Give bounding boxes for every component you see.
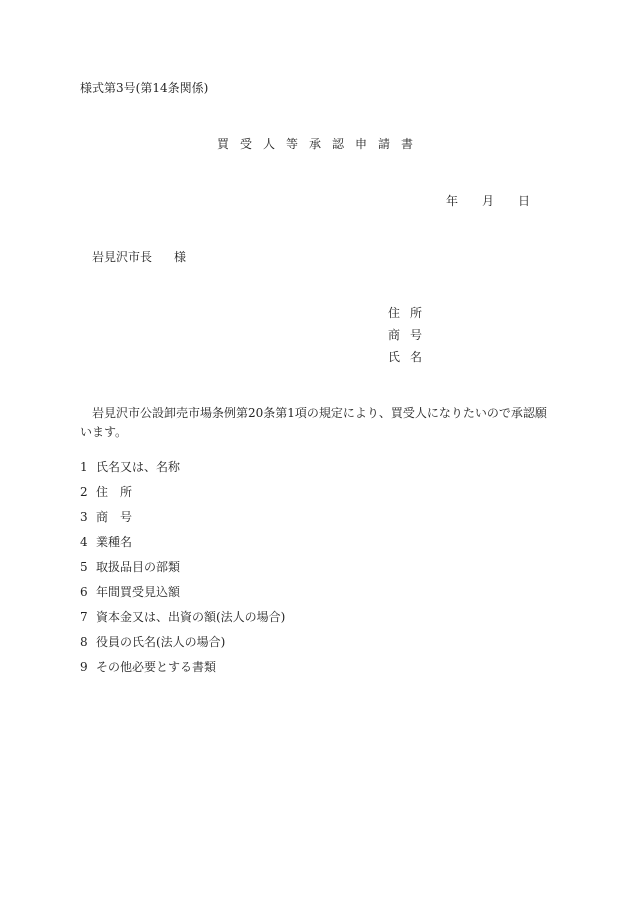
request-body-text: 岩見沢市公設卸売市場条例第20条第1項の規定により、買受人になりたいので承認願います。 xyxy=(80,406,547,439)
date-month-label: 月 xyxy=(482,194,495,208)
attachment-item xyxy=(80,509,285,534)
attachment-text: 役員の氏名(法人の場合) xyxy=(96,635,226,649)
attachment-item xyxy=(80,609,285,634)
addressee-honorific: 様 xyxy=(174,250,187,264)
attachment-item xyxy=(80,559,285,584)
addressee-name: 岩見沢市長 xyxy=(92,250,153,264)
attachment-number: 5 xyxy=(80,560,88,574)
attachment-text: 商 号 xyxy=(96,510,133,524)
attachment-number: 6 xyxy=(80,585,88,599)
addressee xyxy=(92,249,186,265)
attachment-number: 2 xyxy=(80,485,88,499)
attachment-number: 3 xyxy=(80,510,88,524)
attachment-list xyxy=(80,459,285,684)
attachment-item xyxy=(80,584,285,609)
attachment-item xyxy=(80,659,285,684)
attachment-number: 7 xyxy=(80,610,88,624)
attachment-text: 業種名 xyxy=(96,535,133,549)
attachment-number: 8 xyxy=(80,635,88,649)
attachment-number: 9 xyxy=(80,660,88,674)
form-number: 様式第3号(第14条関係) xyxy=(80,81,209,95)
attachment-item xyxy=(80,459,285,484)
document-title: 買受人等承認申請書 xyxy=(217,137,425,151)
attachment-text: その他必要とする書類 xyxy=(96,660,217,674)
attachment-text: 年間買受見込額 xyxy=(96,585,181,599)
applicant-name-label: 氏名 xyxy=(388,350,433,364)
date-year-label: 年 xyxy=(446,194,459,208)
attachment-item xyxy=(80,484,285,509)
attachment-text: 氏名又は、名称 xyxy=(96,460,181,474)
attachment-text: 取扱品目の部類 xyxy=(96,560,181,574)
attachment-item xyxy=(80,534,285,559)
date-day-label: 日 xyxy=(518,194,531,208)
attachment-text: 住 所 xyxy=(96,485,133,499)
applicant-trade-name-label: 商号 xyxy=(388,328,433,342)
attachment-item xyxy=(80,634,285,659)
attachment-number: 1 xyxy=(80,460,88,474)
attachment-text: 資本金又は、出資の額(法人の場合) xyxy=(96,610,286,624)
applicant-address-label: 住所 xyxy=(388,306,433,320)
attachment-number: 4 xyxy=(80,535,88,549)
